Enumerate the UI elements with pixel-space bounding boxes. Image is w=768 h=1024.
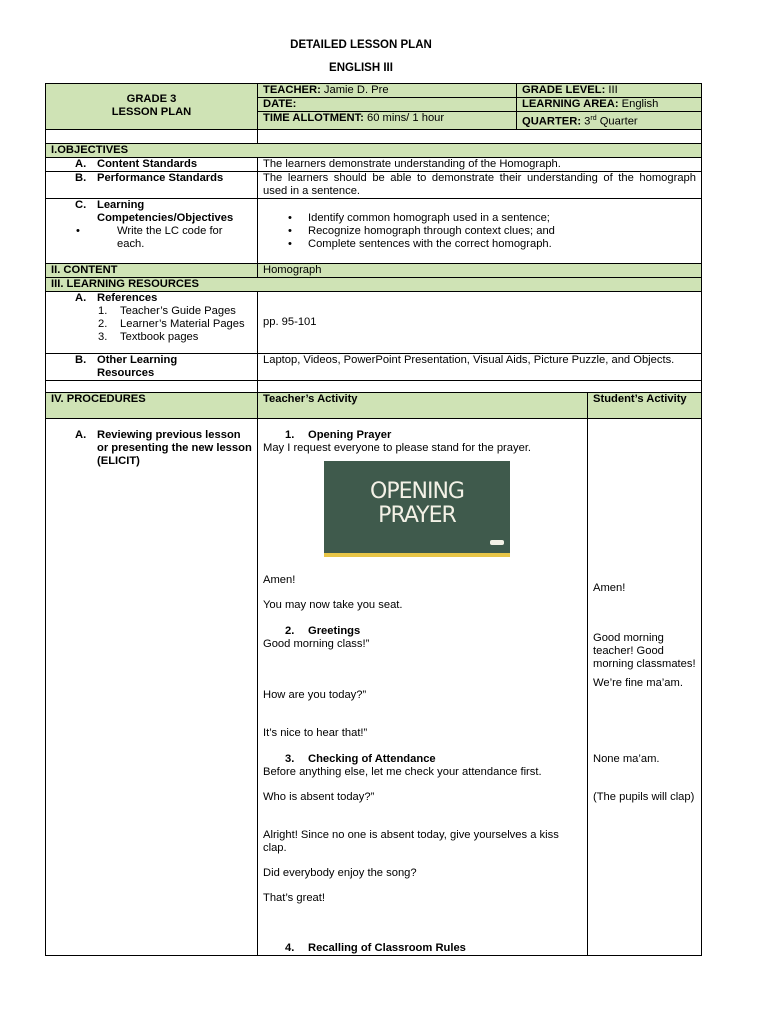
objectives-heading: I.OBJECTIVES xyxy=(46,143,702,157)
teacher-label: TEACHER: xyxy=(263,84,321,96)
lc-code-text: Write the LC code for each. xyxy=(117,224,223,250)
step-number: 4. xyxy=(285,941,295,954)
info-table xyxy=(45,83,702,130)
reference-number: 2. xyxy=(98,317,108,330)
other-resources-value: Laptop, Videos, PowerPoint Presentation, Visual Aids, Picture Puzzle, and Objects. xyxy=(258,353,702,380)
quarter-number: 3 xyxy=(581,115,591,128)
other-resources-label-2: Resources xyxy=(97,366,155,379)
date-label: DATE: xyxy=(258,98,517,112)
competency-item: • Identify common homograph used in a sentence; xyxy=(263,212,696,225)
teacher-activity-heading: Teacher’s Activity xyxy=(258,392,588,418)
step-title: Greetings xyxy=(308,624,361,637)
nice-to-hear: It’s nice to hear that!” xyxy=(263,726,368,739)
learning-area-value: English xyxy=(618,98,659,110)
great-text: That’s great! xyxy=(263,891,325,904)
reference-item xyxy=(98,304,252,318)
content-heading: II. CONTENT xyxy=(46,263,258,277)
grade-level-value: III xyxy=(605,84,618,96)
spacer-row xyxy=(258,380,702,392)
spacer-row xyxy=(258,129,702,143)
elicit-label-cell xyxy=(46,418,258,955)
reference-text: Teacher’s Guide Pages xyxy=(120,304,236,317)
grade-label: GRADE 3 xyxy=(126,93,177,106)
item-letter: B. xyxy=(75,171,87,184)
document-subject: ENGLISH III xyxy=(329,62,393,74)
spacer-row xyxy=(46,129,258,143)
lesson-plan-label: LESSON PLAN xyxy=(111,106,192,119)
student-activity-heading: Student’s Activity xyxy=(588,392,702,418)
chalk-icon xyxy=(490,540,504,545)
references-cell xyxy=(46,291,258,353)
greeting-text: Good morning class!” xyxy=(263,637,370,650)
elicit-item xyxy=(51,429,252,468)
time-value: 60 mins/ 1 hour xyxy=(363,112,445,124)
alright-text: Alright! Since no one is absent today, give yourselves a kiss clap. xyxy=(263,828,559,854)
quarter-suffix: rd xyxy=(590,115,597,122)
prayer-request: May I request everyone to please stand for the prayer. xyxy=(263,441,532,454)
content-standards-value: The learners demonstrate understanding of the Homograph. xyxy=(258,157,702,171)
step-classroom-rules xyxy=(263,942,582,955)
main-table xyxy=(45,129,702,956)
student-amen: Amen! xyxy=(593,581,626,594)
other-resources-cell xyxy=(46,353,258,380)
reference-item xyxy=(98,317,252,331)
time-cell xyxy=(258,112,517,130)
reference-item xyxy=(98,330,252,344)
references-list xyxy=(51,305,252,344)
student-activity-cell xyxy=(588,418,702,955)
elicit-label: Reviewing previous lesson or presenting the new lesson (ELICIT) xyxy=(97,428,252,467)
grade-cell xyxy=(46,84,258,130)
reference-text: Textbook pages xyxy=(120,330,199,343)
quarter-rest: Quarter xyxy=(596,115,638,128)
other-resources-label-1: Other Learning xyxy=(97,353,178,366)
competencies-label-1: Learning xyxy=(97,198,145,211)
item-letter: A. xyxy=(75,291,87,304)
step-number: 2. xyxy=(285,624,295,637)
teacher-activity-cell xyxy=(258,418,588,955)
absent-question: Who is absent today?” xyxy=(263,790,375,803)
take-seat: You may now take you seat. xyxy=(263,598,403,611)
learning-area-label: LEARNING AREA: xyxy=(522,98,619,110)
reference-number: 3. xyxy=(98,330,108,343)
step-number: 1. xyxy=(285,428,295,441)
student-fine: We’re fine ma’am. xyxy=(593,676,683,689)
procedures-heading: IV. PROCEDURES xyxy=(46,392,258,418)
step-greetings xyxy=(263,625,582,638)
competencies-label-cell xyxy=(46,198,258,263)
references-pages: pp. 95-101 xyxy=(258,291,702,353)
attendance-text: Before anything else, let me check your attendance first. xyxy=(263,765,542,778)
resources-heading: III. LEARNING RESOURCES xyxy=(46,277,702,291)
step-attendance xyxy=(263,753,582,766)
student-clap: (The pupils will clap) xyxy=(593,790,695,803)
teacher-value: Jamie D. Pre xyxy=(320,84,389,96)
image-text-line1: OPENING xyxy=(370,478,464,504)
competency-item: • Recognize homograph through context clues; and xyxy=(263,225,696,238)
competencies-label-2: Competencies/Objectives xyxy=(97,211,234,224)
step-title: Recalling of Classroom Rules xyxy=(308,941,466,954)
step-title: Opening Prayer xyxy=(308,428,392,441)
reference-number: 1. xyxy=(98,304,108,317)
lc-code-note xyxy=(51,225,252,251)
item-letter: B. xyxy=(75,353,87,366)
amen-teacher: Amen! xyxy=(263,573,296,586)
performance-standards-value: The learners should be able to demonstrate their understanding of the homograph used in a sentence. xyxy=(258,171,702,198)
step-number: 3. xyxy=(285,752,295,765)
item-letter: C. xyxy=(75,198,87,211)
student-none: None ma’am. xyxy=(593,752,660,765)
reference-text: Learner’s Material Pages xyxy=(120,317,245,330)
enjoy-question: Did everybody enjoy the song? xyxy=(263,866,417,879)
performance-standards-label: Performance Standards xyxy=(97,171,224,184)
quarter-cell xyxy=(517,112,702,130)
student-good-morning: Good morning teacher! Good morning classmates! xyxy=(593,631,696,670)
grade-level-cell xyxy=(517,84,702,98)
how-are-you: How are you today?” xyxy=(263,688,367,701)
teacher-cell xyxy=(258,84,517,98)
lesson-plan-sheet xyxy=(45,83,701,956)
quarter-label: QUARTER: xyxy=(522,115,582,128)
item-letter: A. xyxy=(75,157,87,170)
step-opening-prayer xyxy=(263,429,582,442)
spacer-row xyxy=(46,380,258,392)
content-value: Homograph xyxy=(258,263,702,277)
step-title: Checking of Attendance xyxy=(308,752,436,765)
learning-area-cell xyxy=(517,98,702,112)
competency-item: • Complete sentences with the correct homograph. xyxy=(263,238,696,251)
opening-prayer-image xyxy=(324,461,510,557)
document-title: DETAILED LESSON PLAN xyxy=(290,39,432,51)
references-label: References xyxy=(97,291,158,304)
grade-level-label: GRADE LEVEL: xyxy=(522,84,606,96)
competencies-list xyxy=(258,198,702,263)
content-standards-label-cell xyxy=(46,157,258,171)
image-text-line2: PRAYER xyxy=(378,502,456,528)
item-letter: A. xyxy=(75,428,87,441)
performance-standards-label-cell xyxy=(46,171,258,198)
time-label: TIME ALLOTMENT: xyxy=(263,112,364,124)
content-standards-label: Content Standards xyxy=(97,157,198,170)
